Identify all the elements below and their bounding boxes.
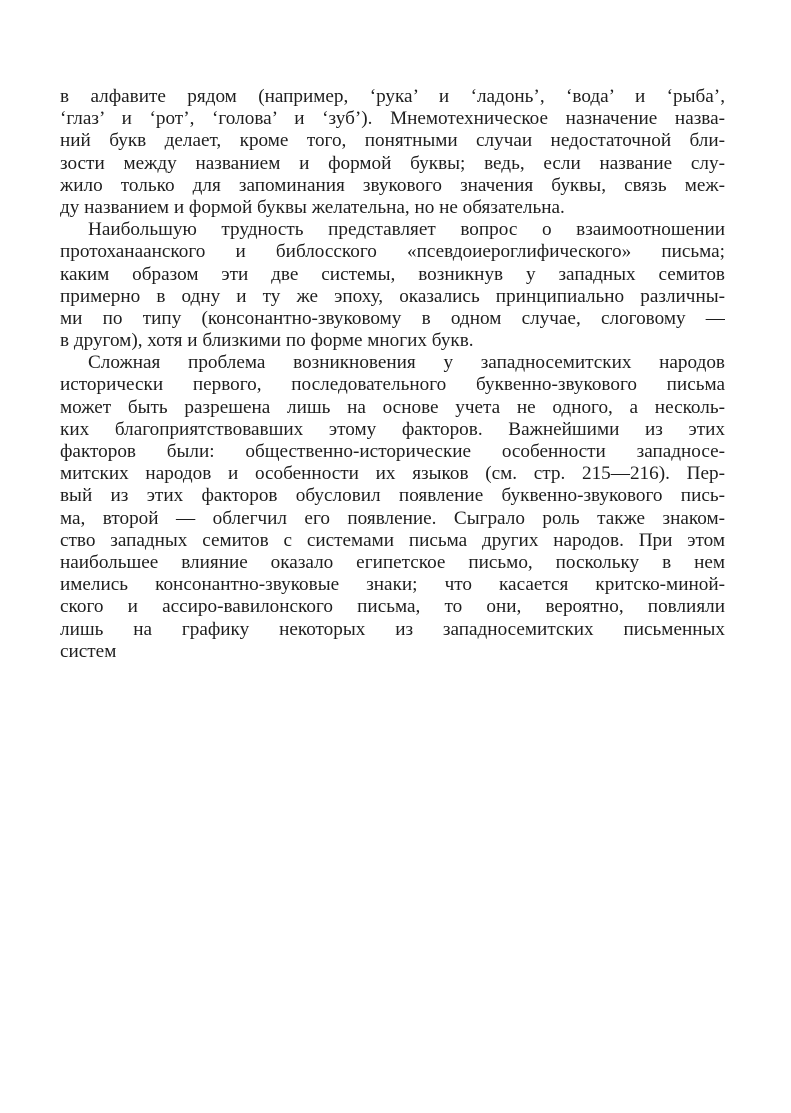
text-line: примерно в одну и ту же эпоху, оказались принципиально различны-	[60, 285, 725, 307]
text-line: имелись консонантно-звуковые знаки; что касается критско-миной-	[60, 574, 725, 596]
text-line: Сложная проблема возникновения у западносемитских народов	[88, 352, 725, 374]
text-line: ких благоприятствовавших этому факторов. Важнейшими из этих	[60, 418, 725, 440]
text-line: лишь на графику некоторых из западносемитских письменных	[60, 618, 725, 640]
text-line: факторов были: общественно-исторические особенности западносе-	[60, 441, 725, 462]
text-line: ду названием и формой буквы желательна, но не обязательна.	[60, 196, 565, 218]
paragraph-alphabet-names	[60, 86, 725, 219]
text-line: ний букв делает, кроме того, понятными случаи недостаточной бли-	[60, 130, 725, 152]
text-line: может быть разрешена лишь на основе учета не одного, а несколь-	[60, 396, 725, 418]
text-line: каким образом эти две системы, возникнув у западных семитов	[60, 263, 725, 285]
text-line: вый из этих факторов обусловил появление буквенно-звукового пись-	[60, 485, 725, 507]
text-line: систем	[60, 640, 117, 662]
text-line: в алфавите рядом (например, ‘рука’ и ‘ладонь’, ‘вода’ и ‘рыба’,	[60, 86, 725, 107]
text-line: ма, второй — облегчил его появление. Сыграло роль также знаком-	[60, 507, 725, 529]
text-line: ского и ассиро-вавилонского письма, то они, вероятно, повлияли	[60, 596, 725, 618]
paragraph-origin-problem	[60, 352, 725, 663]
text-line: исторически первого, последовательного буквенно-звукового письма	[60, 374, 725, 396]
paragraph-protocanaanite-question	[60, 219, 725, 352]
text-line: ‘глаз’ и ‘рот’, ‘голова’ и ‘зуб’). Мнемотехническое назначение назва-	[60, 108, 725, 130]
text-line: в другом), хотя и близкими по форме многих букв.	[60, 330, 474, 352]
text-line: наибольшее влияние оказало египетское письмо, поскольку в нем	[60, 551, 725, 573]
text-line: ми по типу (консонантно-звуковому в одном случае, слоговому —	[60, 307, 725, 329]
text-line: митских народов и особенности их языков (см. стр. 215—216). Пер-	[60, 463, 725, 485]
text-line: Наибольшую трудность представляет вопрос о взаимоотношении	[88, 219, 725, 241]
document-page	[60, 86, 725, 663]
text-line: жило только для запоминания звукового значения буквы, связь меж-	[60, 174, 725, 196]
text-line: протоханаанского и библосского «псевдоиероглифического» письма;	[60, 241, 725, 263]
text-line: ство западных семитов с системами письма других народов. При этом	[60, 529, 725, 551]
text-line: зости между названием и формой буквы; ведь, если название слу-	[60, 152, 725, 174]
